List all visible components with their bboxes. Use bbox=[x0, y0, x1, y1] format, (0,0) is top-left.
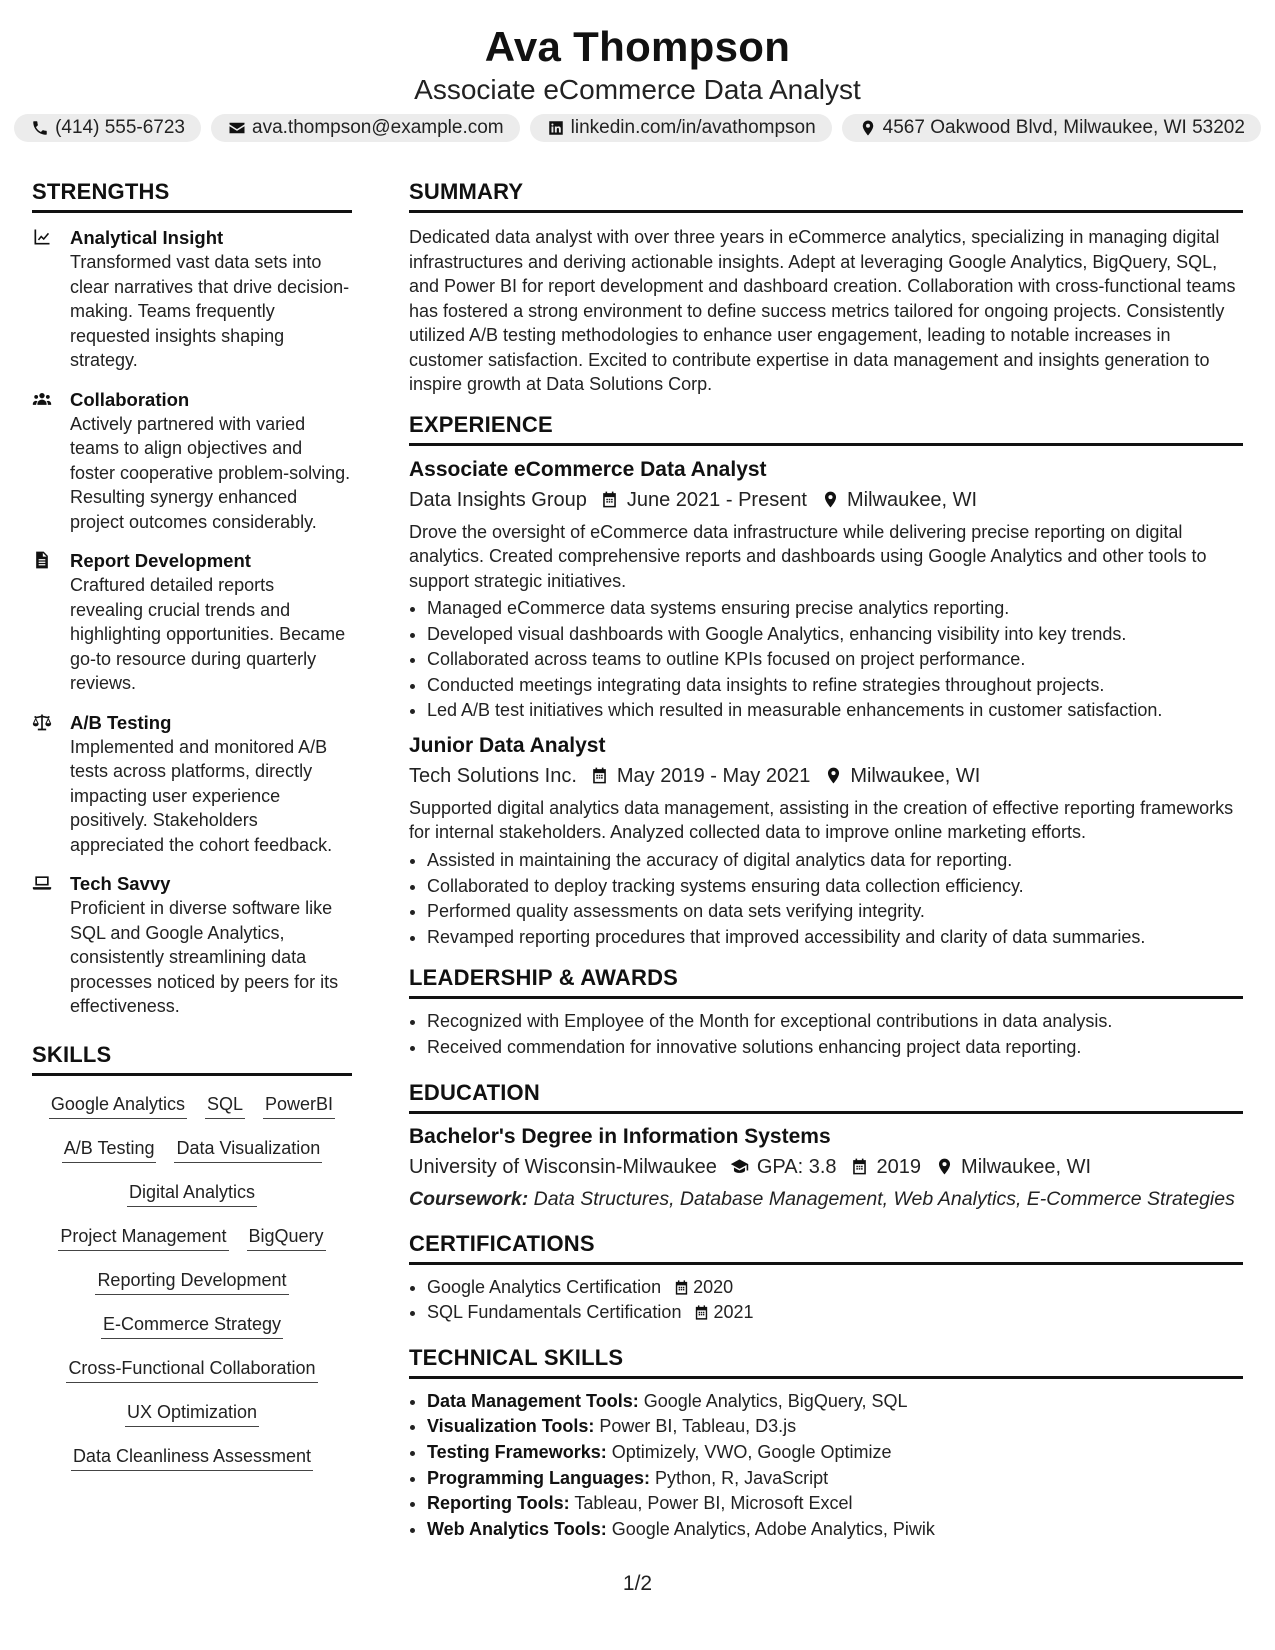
job-dates: May 2019 - May 2021 bbox=[616, 764, 811, 787]
skill-tag: A/B Testing bbox=[62, 1136, 157, 1163]
education-location: Milwaukee, WI bbox=[961, 1155, 1092, 1178]
left-column bbox=[32, 178, 352, 1471]
job-entry bbox=[409, 732, 1243, 950]
job-bullets bbox=[409, 596, 1243, 724]
page-number: 1/2 bbox=[622, 1572, 653, 1595]
coursework-label: Coursework: bbox=[409, 1187, 529, 1210]
skills-heading: SKILLS bbox=[32, 1041, 352, 1076]
list-item bbox=[427, 1517, 1243, 1543]
tech-label: Reporting Tools: bbox=[427, 1493, 570, 1514]
map-pin-icon bbox=[858, 118, 878, 138]
tech-value: Tableau, Power BI, Microsoft Excel bbox=[574, 1493, 853, 1514]
skill-tag: Data Cleanliness Assessment bbox=[71, 1444, 313, 1471]
tech-value: Optimizely, VWO, Google Optimize bbox=[611, 1441, 892, 1462]
contact-address[interactable] bbox=[842, 114, 1261, 142]
skill-tag: E-Commerce Strategy bbox=[101, 1312, 283, 1339]
job-description: Supported digital analytics data management, assisting in the creation of effective reporting frameworks for internal stakeholders. Analyzed collected data to improve online marketing efforts. bbox=[409, 797, 1234, 843]
job-dates: June 2021 - Present bbox=[626, 488, 807, 511]
file-icon bbox=[32, 548, 70, 696]
technical-skills-heading: TECHNICAL SKILLS bbox=[409, 1344, 1243, 1379]
tech-value: Power BI, Tableau, D3.js bbox=[599, 1416, 797, 1437]
tech-label: Data Management Tools: bbox=[427, 1390, 639, 1411]
users-icon bbox=[32, 387, 70, 535]
tech-value: Google Analytics, Adobe Analytics, Piwik bbox=[611, 1518, 935, 1539]
list-item bbox=[427, 1466, 1243, 1492]
calendar-icon bbox=[589, 765, 611, 787]
tech-value: Python, R, JavaScript bbox=[655, 1467, 829, 1488]
strength-description: Proficient in diverse software like SQL and Google Analytics, consistently streamlining data processes noticed by peers for its effectiveness. bbox=[70, 898, 339, 1016]
list-item: • Collaborated to deploy tracking systems ensuring data collection efficiency. bbox=[427, 874, 1243, 900]
laptop-icon bbox=[32, 871, 70, 1019]
job-entry bbox=[409, 456, 1243, 724]
list-item bbox=[427, 1440, 1243, 1466]
job-meta bbox=[409, 486, 1243, 514]
tech-label: Web Analytics Tools: bbox=[427, 1518, 607, 1539]
education-heading: EDUCATION bbox=[409, 1079, 1243, 1114]
cert-name: • Google Analytics Certification bbox=[427, 1276, 662, 1297]
list-item: • Collaborated across teams to outline KPIs focused on project performance. bbox=[427, 647, 1243, 673]
contact-text: 4567 Oakwood Blvd, Milwaukee, WI 53202 bbox=[882, 117, 1245, 138]
skill-tag: BigQuery bbox=[247, 1224, 326, 1251]
tech-value: Google Analytics, BigQuery, SQL bbox=[643, 1390, 908, 1411]
skill-tag: Project Management bbox=[58, 1224, 228, 1251]
resume-header bbox=[0, 22, 1275, 106]
candidate-name: Ava Thompson bbox=[484, 23, 791, 70]
strength-title: Analytical Insight bbox=[70, 227, 224, 248]
degree-title: Bachelor's Degree in Information Systems bbox=[409, 1124, 831, 1148]
list-item: • Managed eCommerce data systems ensuring precise analytics reporting. bbox=[427, 596, 1243, 622]
map-pin-icon bbox=[822, 765, 844, 787]
list-item: • Led A/B test initiatives which resulted in measurable enhancements in customer satisfaction. bbox=[427, 698, 1243, 724]
right-column bbox=[409, 178, 1243, 1542]
education-meta bbox=[409, 1153, 1243, 1181]
list-item: • Recognized with Employee of the Month for exceptional contributions in data analysis. bbox=[427, 1009, 1243, 1035]
skill-tag: Google Analytics bbox=[49, 1092, 187, 1119]
list-item: • Conducted meetings integrating data insights to refine strategies throughout projects. bbox=[427, 673, 1243, 699]
list-item: • Revamped reporting procedures that improved accessibility and clarity of data summaries. bbox=[427, 925, 1243, 951]
strength-item bbox=[32, 710, 352, 858]
strength-item bbox=[32, 225, 352, 373]
leadership-heading: LEADERSHIP & AWARDS bbox=[409, 964, 1243, 999]
tech-label: Testing Frameworks: bbox=[427, 1441, 607, 1462]
tech-label: Programming Languages: bbox=[427, 1467, 651, 1488]
skill-tag: Reporting Development bbox=[95, 1268, 288, 1295]
certifications-heading: CERTIFICATIONS bbox=[409, 1230, 1243, 1265]
linkedin-icon bbox=[546, 118, 566, 138]
contact-bar bbox=[0, 114, 1275, 142]
cert-year: 2020 bbox=[693, 1276, 734, 1297]
summary-heading: SUMMARY bbox=[409, 178, 1243, 213]
contact-phone[interactable] bbox=[14, 114, 201, 142]
technical-skills-list bbox=[409, 1389, 1243, 1543]
list-item: • Assisted in maintaining the accuracy of digital analytics data for reporting. bbox=[427, 848, 1243, 874]
strength-description: Craftured detailed reports revealing crucial trends and highlighting opportunities. Became go-to resource during quarterly reviews. bbox=[70, 575, 346, 693]
company-name: Tech Solutions Inc. bbox=[409, 764, 577, 787]
strength-description: Implemented and monitored A/B tests across platforms, directly impacting user experience positively. Stakeholders appreciated the cohort feedback. bbox=[70, 736, 333, 855]
job-location: Milwaukee, WI bbox=[850, 764, 981, 787]
strength-title: Collaboration bbox=[70, 388, 190, 410]
job-meta bbox=[409, 762, 1243, 790]
skill-tag: Cross-Functional Collaboration bbox=[66, 1356, 317, 1383]
strength-title: A/B Testing bbox=[70, 711, 172, 733]
strength-description: Actively partnered with varied teams to align objectives and foster cooperative problem-solving. Resulting synergy enhanced project outcomes considerably. bbox=[70, 413, 351, 532]
strength-title: Tech Savvy bbox=[70, 873, 171, 894]
list-item bbox=[427, 1389, 1243, 1415]
skill-tag: Digital Analytics bbox=[127, 1180, 257, 1207]
job-title: Junior Data Analyst bbox=[409, 733, 606, 757]
list-item bbox=[427, 1414, 1243, 1440]
balance-scale-icon bbox=[32, 710, 70, 858]
calendar-icon bbox=[673, 1279, 690, 1296]
phone-icon bbox=[30, 118, 50, 138]
calendar-icon bbox=[849, 1156, 871, 1178]
job-title: Associate eCommerce Data Analyst bbox=[409, 457, 767, 481]
list-item: • Performed quality assessments on data sets verifying integrity. bbox=[427, 899, 1243, 925]
contact-text: ava.thompson@example.com bbox=[252, 117, 504, 138]
list-item bbox=[427, 1300, 1243, 1326]
company-name: Data Insights Group bbox=[409, 488, 587, 511]
tech-label: Visualization Tools: bbox=[427, 1416, 595, 1437]
contact-linkedin[interactable] bbox=[530, 114, 832, 142]
map-pin-icon bbox=[819, 489, 841, 511]
skill-tag: PowerBI bbox=[263, 1092, 335, 1119]
list-item: • Received commendation for innovative solutions enhancing project data reporting. bbox=[427, 1035, 1243, 1061]
job-description: Drove the oversight of eCommerce data infrastructure while delivering precise reporting on digital analytics. Created comprehensive reports and dashboards using Google Analytics and other tools to support strategic initiatives. bbox=[409, 521, 1207, 591]
skills-list bbox=[32, 1088, 352, 1471]
gpa: GPA: 3.8 bbox=[756, 1155, 837, 1178]
envelope-icon bbox=[227, 118, 247, 138]
job-location: Milwaukee, WI bbox=[847, 488, 978, 511]
map-pin-icon bbox=[933, 1156, 955, 1178]
strength-title: Report Development bbox=[70, 550, 251, 571]
coursework-list: Data Structures, Database Management, Web Analytics, E-Commerce Strategies bbox=[533, 1187, 1235, 1210]
skill-tag: UX Optimization bbox=[125, 1400, 259, 1427]
leadership-list bbox=[409, 1009, 1243, 1060]
strength-description: Transformed vast data sets into clear narratives that drive decision-making. Teams frequently requested insights shaping strategy. bbox=[70, 252, 350, 370]
graduation-year: 2019 bbox=[876, 1155, 922, 1178]
list-item bbox=[427, 1491, 1243, 1517]
list-item bbox=[427, 1275, 1243, 1301]
strength-item bbox=[32, 871, 352, 1019]
candidate-title: Associate eCommerce Data Analyst bbox=[414, 74, 861, 105]
contact-text: linkedin.com/in/avathompson bbox=[570, 117, 816, 138]
certifications-list bbox=[409, 1275, 1243, 1326]
strength-item bbox=[32, 548, 352, 696]
coursework bbox=[409, 1187, 1243, 1212]
skill-tag: SQL bbox=[205, 1092, 245, 1119]
contact-email[interactable] bbox=[211, 114, 520, 142]
calendar-icon bbox=[599, 489, 621, 511]
cert-year: 2021 bbox=[713, 1302, 754, 1323]
summary-text: Dedicated data analyst with over three years in eCommerce analytics, specializing in managing digital infrastructures and deriving actionable insights. Adept at leveraging Google Analytics, BigQuery, SQL, and Power BI for report development and dashboard creation. Collaboration with cross-functional teams has fostered a strong environment to define success metrics tailored for ongoing projects. Consistently utilized A/B testing methodologies to enhance user engagement, leading to notable increases in customer satisfaction. Excited to contribute expertise in data management and insights generation to inspire growth at Data Solutions Corp. bbox=[409, 227, 1236, 394]
chart-line-icon bbox=[32, 225, 70, 373]
calendar-icon bbox=[693, 1304, 710, 1321]
experience-heading: EXPERIENCE bbox=[409, 411, 1243, 446]
list-item: • Developed visual dashboards with Google Analytics, enhancing visibility into key trends. bbox=[427, 622, 1243, 648]
contact-text: (414) 555-6723 bbox=[55, 117, 185, 138]
cert-name: • SQL Fundamentals Certification bbox=[427, 1302, 682, 1323]
graduation-cap-icon bbox=[729, 1156, 751, 1178]
strength-item bbox=[32, 387, 352, 535]
skill-tag: Data Visualization bbox=[174, 1136, 322, 1163]
strengths-heading: STRENGTHS bbox=[32, 178, 352, 213]
job-bullets bbox=[409, 848, 1243, 950]
school-name: University of Wisconsin-Milwaukee bbox=[409, 1155, 717, 1178]
